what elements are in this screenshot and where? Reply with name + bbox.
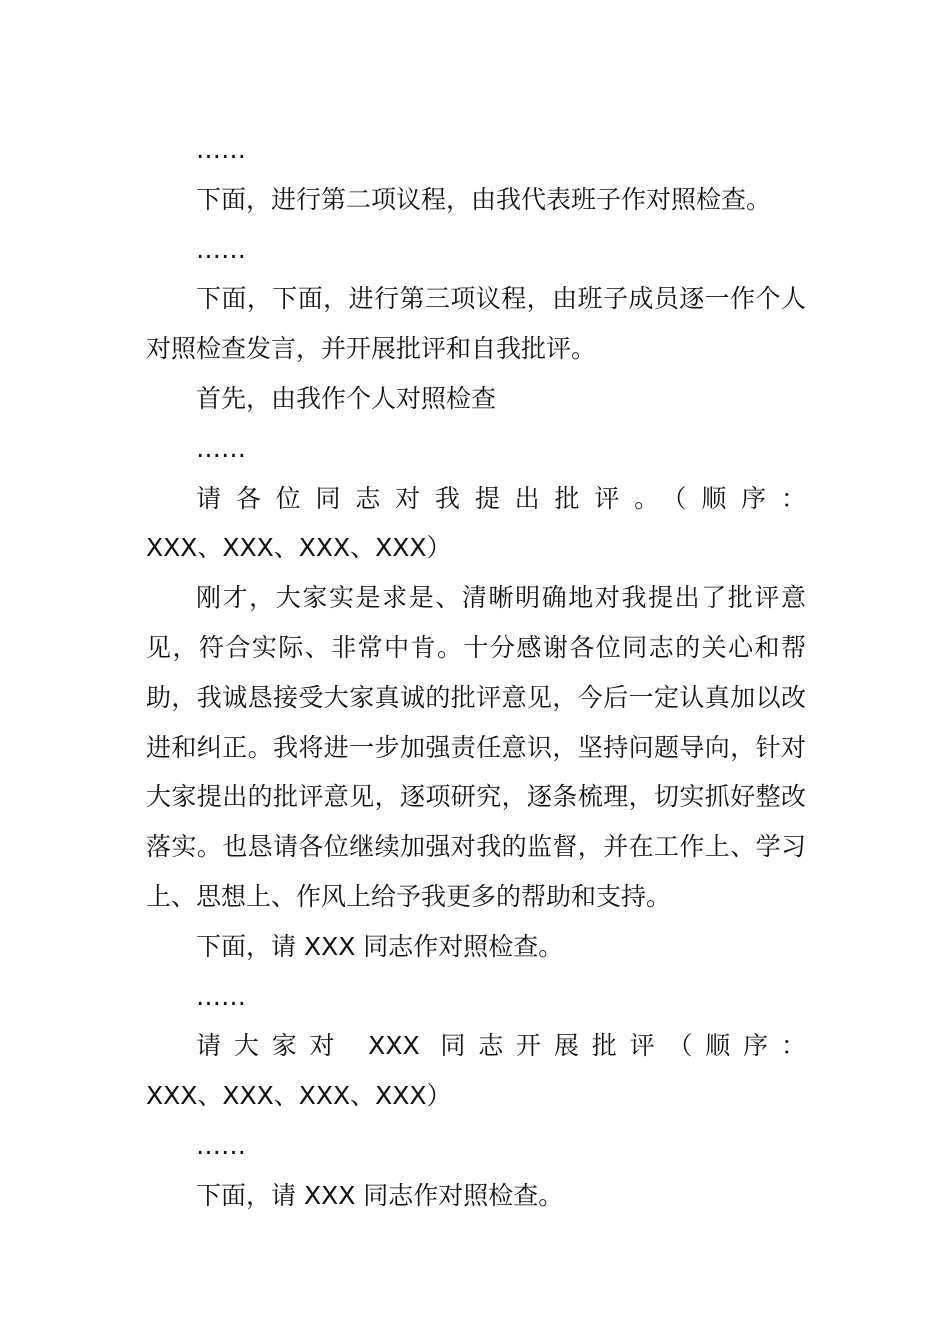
paragraph-response: 刚才，大家实是求是、清晰明确地对我提出了批评意见，符合实际、非常中肯。十分感谢各位同志的关心和帮助，我诚恳接受大家真诚的批评意见，今后一定认真加以改进和纠正。我将进一步加强责任意识，坚持问题导向，针对大家提出的批评意见，逐项研究，逐条梳理，切实抓好整改落实。也恳请各位继续加强对我的监督，并在工作上、学习上、思想上、作风上给予我更多的帮助和支持。 [146,583,806,911]
paragraph-order-list-1: XXX、XXX、XXX、XXX） [146,533,452,563]
paragraph-ellipsis-4: …… [196,981,246,1011]
paragraph-next-member-1: 下面，请 XXX 同志作对照检查。 [196,931,564,961]
paragraph-ellipsis-5: …… [196,1130,246,1160]
paragraph-criticize-member: 请大家对 XXX 同志开展批评（顺序： [196,1031,806,1061]
paragraph-order-list-2: XXX、XXX、XXX、XXX） [146,1081,452,1111]
paragraph-third-agenda: 下面，下面，进行第三项议程，由班子成员逐一作个人对照检查发言，并开展批评和自我批评。 [146,284,806,364]
paragraph-ellipsis-1: …… [196,135,246,164]
paragraph-self-check: 首先，由我作个人对照检查 [196,383,497,413]
paragraph-ellipsis-2: …… [196,234,246,264]
paragraph-second-agenda: 下面，进行第二项议程，由我代表班子作对照检查。 [196,184,772,214]
paragraph-ellipsis-3: …… [196,433,246,463]
document-body [146,125,806,1221]
paragraph-request-criticism: 请各位同志对我提出批评。（顺序： [196,483,806,513]
paragraph-next-member-2: 下面，请 XXX 同志作对照检查。 [196,1180,564,1210]
